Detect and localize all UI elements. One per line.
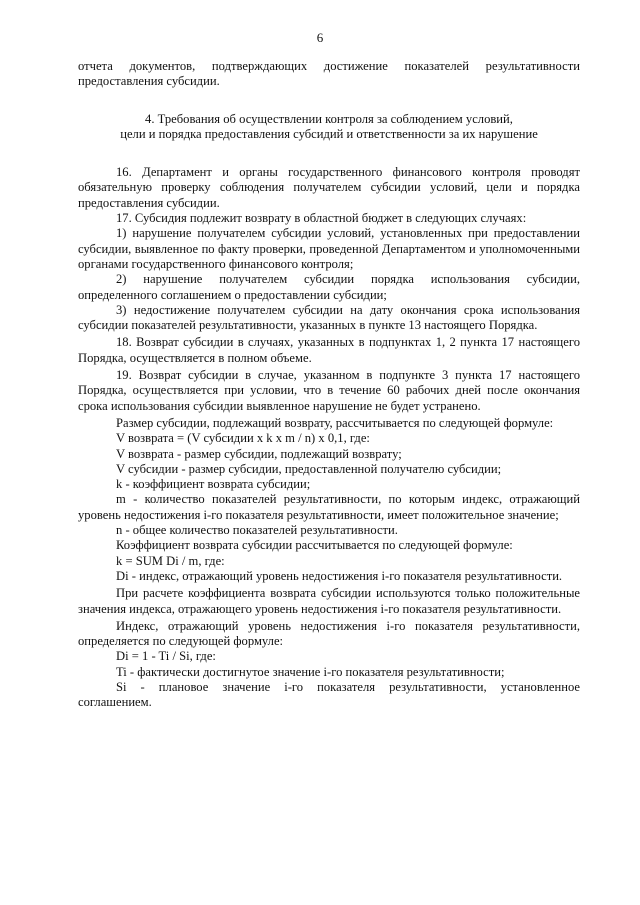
definition-v-return: V возврата - размер субсидии, подлежащий возврату; — [116, 446, 402, 461]
paragraph-17-item-3: 3) недостижение получателем субсидии на дату окончания срока использования субсидии показателей результативности, указанных в пункте 13 настоящего Порядка. — [78, 302, 580, 333]
coefficient-intro: Коэффициент возврата субсидии рассчитывается по следующей формуле: — [116, 538, 513, 553]
definition-m: m - количество показателей результативности, по которым индекс, отражающий уровень недостижения i-го показателя результативности, имеет положительное значение; — [78, 492, 580, 522]
paragraph-19: 19. Возврат субсидии в случае, указанном в подпункте 3 пункта 17 настоящего Порядка, осуществляется при условии, что в течение 60 рабочих дней после окончания срока использования субсидии выявленное нарушение не будет устранено. — [78, 368, 580, 413]
definition-ti: Ti - фактически достигнутое значение i-го показателя результативности; — [116, 664, 505, 679]
definition-si: Si - плановое значение i-го показателя результативности, установленное соглашением. — [78, 679, 580, 710]
size-intro: Размер субсидии, подлежащий возврату, рассчитывается по следующей формуле: — [116, 415, 554, 430]
formula-coefficient: k = SUM Di / m, где: — [116, 553, 225, 568]
paragraph-18: 18. Возврат субсидии в случаях, указанных в подпунктах 1, 2 пункта 17 настоящего Порядка, осуществляется в полном объеме. — [78, 335, 580, 365]
paragraph-17-item-2: 2) нарушение получателем субсидии порядка использования субсидии, определенного соглашением о предоставлении субсидии; — [78, 272, 580, 302]
definition-di: Di - индекс, отражающий уровень недостижения i-го показателя результативности. — [116, 568, 563, 583]
page-number: 6 — [316, 30, 324, 45]
section-heading-line1: 4. Требования об осуществлении контроля за соблюдением условий, — [145, 111, 513, 126]
definition-n: n - общее количество показателей результативности. — [116, 523, 398, 538]
section-heading-line2: цели и порядка предоставления субсидий и ответственности за их нарушение — [120, 126, 538, 141]
paragraph-17: 17. Субсидия подлежит возврату в областной бюджет в следующих случаях: — [116, 211, 527, 226]
document-body — [78, 59, 580, 711]
positive-values-note: При расчете коэффициента возврата субсидии используются только положительные значения индекса, отражающего уровень недостижения i-го показателя результативности. — [78, 586, 580, 616]
definition-v-subsidy: V субсидии - размер субсидии, предоставленной получателю субсидии; — [116, 461, 502, 476]
formula-index: Di = 1 - Ti / Si, где: — [116, 649, 216, 664]
formula-return: V возврата = (V субсидии x k x m / n) x 0,1, где: — [116, 431, 370, 446]
paragraph-continuation: отчета документов, подтверждающих достижение показателей результативности предоставления субсидии. — [78, 59, 580, 89]
section-heading — [78, 112, 580, 143]
definition-k: k - коэффициент возврата субсидии; — [116, 477, 311, 492]
paragraph-16: 16. Департамент и органы государственного финансового контроля проводят обязательную проверку соблюдения получателем субсидии условий, цели и порядка предоставления субсидии. — [78, 165, 580, 210]
paragraph-17-item-1: 1) нарушение получателем субсидии условий, установленных при предоставлении субсидии, выявленное по факту проверки, проведенной Департаментом и уполномоченными органами государственного финансового контроля; — [78, 226, 580, 271]
index-intro: Индекс, отражающий уровень недостижения i-го показателя результативности, определяется по следующей формуле: — [78, 618, 580, 649]
